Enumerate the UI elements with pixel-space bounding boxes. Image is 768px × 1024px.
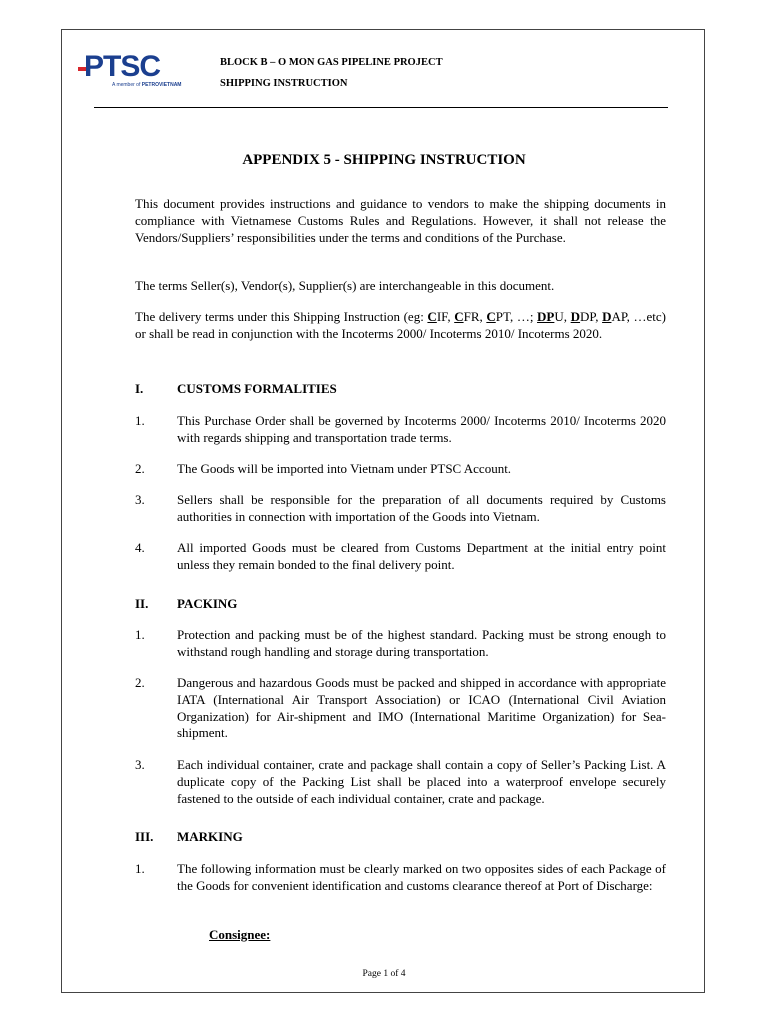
header-doc-title: SHIPPING INSTRUCTION (220, 78, 348, 89)
section-3-numeral: III. (135, 829, 154, 844)
header-project: BLOCK B – O MON GAS PIPELINE PROJECT (220, 57, 443, 68)
list-item-number: 4. (135, 540, 145, 555)
list-item-number: 1. (135, 627, 145, 642)
list-item-number: 2. (135, 461, 145, 476)
consignee-label: Consignee: (209, 927, 271, 942)
ptsc-logo (78, 50, 182, 92)
page-title: APPENDIX 5 - SHIPPING INSTRUCTION (242, 152, 526, 168)
list-item: Each individual container, crate and package shall contain a copy of Seller’s Packing List. A duplicate copy of the Packing List shall be placed into a waterproof envelope securely fastened to the outside of each individual container, crate and package. (177, 757, 666, 806)
list-item: All imported Goods must be cleared from Customs Department at the initial entry point unless they remain bonded to the final delivery point. (177, 540, 666, 572)
intro-paragraph-3: The delivery terms under this Shipping Instruction (eg: CIF, CFR, CPT, …; DPU, DDP, DAP, …etc) or shall be read in conjunction with the Incoterms 2000/ Incoterms 2010/ Incoterms 2020. (135, 309, 666, 341)
list-item-number: 3. (135, 757, 145, 772)
list-item: Protection and packing must be of the highest standard. Packing must be strong enough to withstand rough handling and storage during transportation. (177, 627, 666, 659)
list-item: Sellers shall be responsible for the preparation of all documents required by Customs authorities in connection with importation of the Goods into Vietnam. (177, 492, 666, 524)
section-1-numeral: I. (135, 381, 144, 396)
list-item: The Goods will be imported into Vietnam under PTSC Account. (177, 461, 512, 476)
list-item: Dangerous and hazardous Goods must be packed and shipped in accordance with appropriate IATA (International Air Transport Association) or ICAO (International Civil Aviation Organization) for Air-shipment and IMO (International Maritime Organization) for Sea-shipment. (177, 675, 666, 741)
section-2-heading: PACKING (177, 596, 238, 611)
list-item-number: 1. (135, 861, 145, 876)
list-item: This Purchase Order shall be governed by Incoterms 2000/ Incoterms 2010/ Incoterms 2020 with regards shipping and transportation trade terms. (177, 413, 666, 445)
intro-paragraph-1: This document provides instructions and guidance to vendors to make the shipping documents in compliance with Vietnamese Customs Rules and Regulations. However, it shall not release the Vendors/Suppliers’ responsibilities under the terms and conditions of the Purchase. (135, 196, 666, 245)
list-item-number: 1. (135, 413, 145, 428)
logo-brand: PTSC (84, 50, 161, 83)
section-3-heading: MARKING (177, 829, 243, 844)
list-item-number: 3. (135, 492, 145, 507)
header-divider (94, 107, 668, 108)
section-2-numeral: II. (135, 596, 149, 611)
section-1-heading: CUSTOMS FORMALITIES (177, 381, 337, 396)
page-number: Page 1 of 4 (362, 969, 406, 979)
intro-paragraph-2: The terms Seller(s), Vendor(s), Supplier(s) are interchangeable in this document. (135, 278, 555, 293)
logo-member-line: A member of PETROVIETNAM (112, 82, 182, 88)
list-item: The following information must be clearly marked on two opposites sides of each Package of the Goods for convenient identification and customs clearance thereof at Port of Discharge: (177, 861, 666, 893)
list-item-number: 2. (135, 675, 145, 690)
